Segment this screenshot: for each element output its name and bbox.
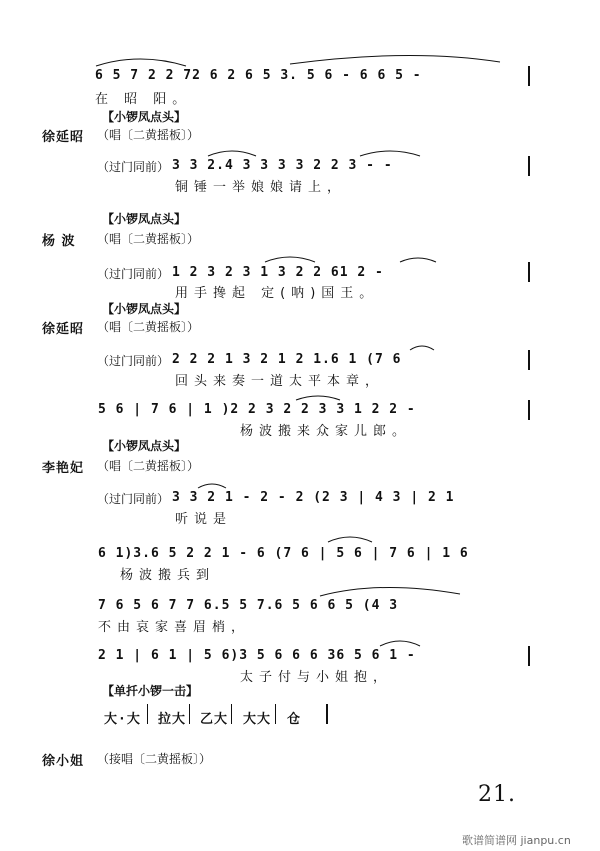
tune-instruction: （唱〔二黄摇板〕） (97, 459, 200, 473)
percussion-beat: 乙大 (200, 712, 229, 727)
percussion-header: 【小锣凤点头】 (102, 212, 187, 226)
lyric-line: 杨波搬兵到 (120, 568, 216, 583)
barline (189, 704, 190, 724)
watermark: 歌谱简谱网 jianpu.cn (462, 834, 571, 847)
interlude-label: （过门同前） (97, 492, 170, 506)
role-name: 李艳妃 (42, 461, 85, 476)
percussion-beat: 大大 (243, 712, 272, 727)
tune-instruction: （接唱〔二黄摇板〕） (97, 752, 212, 766)
notation-line: 3 3 2.4 3 3 3 3 2 2 3 - - (172, 158, 393, 173)
lyric-line: 回头来奏一道太平本章， (175, 374, 385, 389)
barline (528, 400, 530, 420)
role-name: 杨 波 (42, 234, 76, 249)
percussion-beat: 拉大 (158, 712, 187, 727)
barline (147, 704, 148, 724)
lyric-line: 太子付与小姐抱， (240, 670, 393, 685)
role-name: 徐小姐 (42, 754, 85, 769)
lyric-line: 不由哀家喜眉梢， (98, 620, 251, 635)
notation-line: 3 3 2 1 - 2 - 2 (2 3 | 4 3 | 2 1 (172, 490, 455, 505)
barline (528, 66, 530, 86)
lyric-line: 用手搀起 定(呐)国王。 (175, 286, 379, 301)
page-number: 21. (478, 782, 516, 807)
barline (231, 704, 232, 724)
percussion-header: 【小锣凤点头】 (102, 110, 187, 124)
lyric-line: 听说是 (175, 512, 233, 527)
barline (528, 646, 530, 666)
role-name: 徐延昭 (42, 130, 85, 145)
lyric-line: 在 昭 阳。 (95, 92, 192, 107)
barline (326, 704, 328, 724)
notation-line: 2 1 | 6 1 | 5 6)3 5 6 6 6 36 5 6 1 - (98, 648, 416, 663)
tune-instruction: （唱〔二黄摇板〕） (97, 320, 200, 334)
role-name: 徐延昭 (42, 322, 85, 337)
percussion-header: 【小锣凤点头】 (102, 302, 187, 316)
barline (528, 262, 530, 282)
notation-line: 5 6 | 7 6 | 1 )2 2 3 2 2 3 3 1 2 2 - (98, 402, 416, 417)
interlude-label: （过门同前） (97, 267, 170, 281)
percussion-beat: 大·大 (104, 712, 141, 727)
notation-line: 1 2 3 2 3 1 3 2 2 61 2 - (172, 265, 384, 280)
tune-instruction: （唱〔二黄摇板〕） (97, 232, 200, 246)
notation-line: 6 1)3.6 5 2 2 1 - 6 (7 6 | 5 6 | 7 6 | 1 6 (98, 546, 469, 561)
tune-instruction: （唱〔二黄摇板〕） (97, 128, 200, 142)
notation-line: 6 5 7 2 2 72 6 2 6 5 3. 5 6 - 6 6 5 - (95, 68, 422, 83)
barline (528, 350, 530, 370)
interlude-label: （过门同前） (97, 160, 170, 174)
percussion-beat: 仓 (287, 712, 302, 727)
notation-line: 2 2 2 1 3 2 1 2 1.6 1 (7 6 (172, 352, 402, 367)
lyric-line: 杨波搬来众家儿郎。 (240, 424, 412, 439)
percussion-header: 【单扦小锣一击】 (102, 684, 199, 698)
barline (275, 704, 276, 724)
notation-line: 7 6 5 6 7 7 6.5 5 7.6 5 6 6 5 (4 3 (98, 598, 399, 613)
barline (528, 156, 530, 176)
percussion-header: 【小锣凤点头】 (102, 439, 187, 453)
interlude-label: （过门同前） (97, 354, 170, 368)
lyric-line: 铜锤一举娘娘请上， (175, 180, 347, 195)
